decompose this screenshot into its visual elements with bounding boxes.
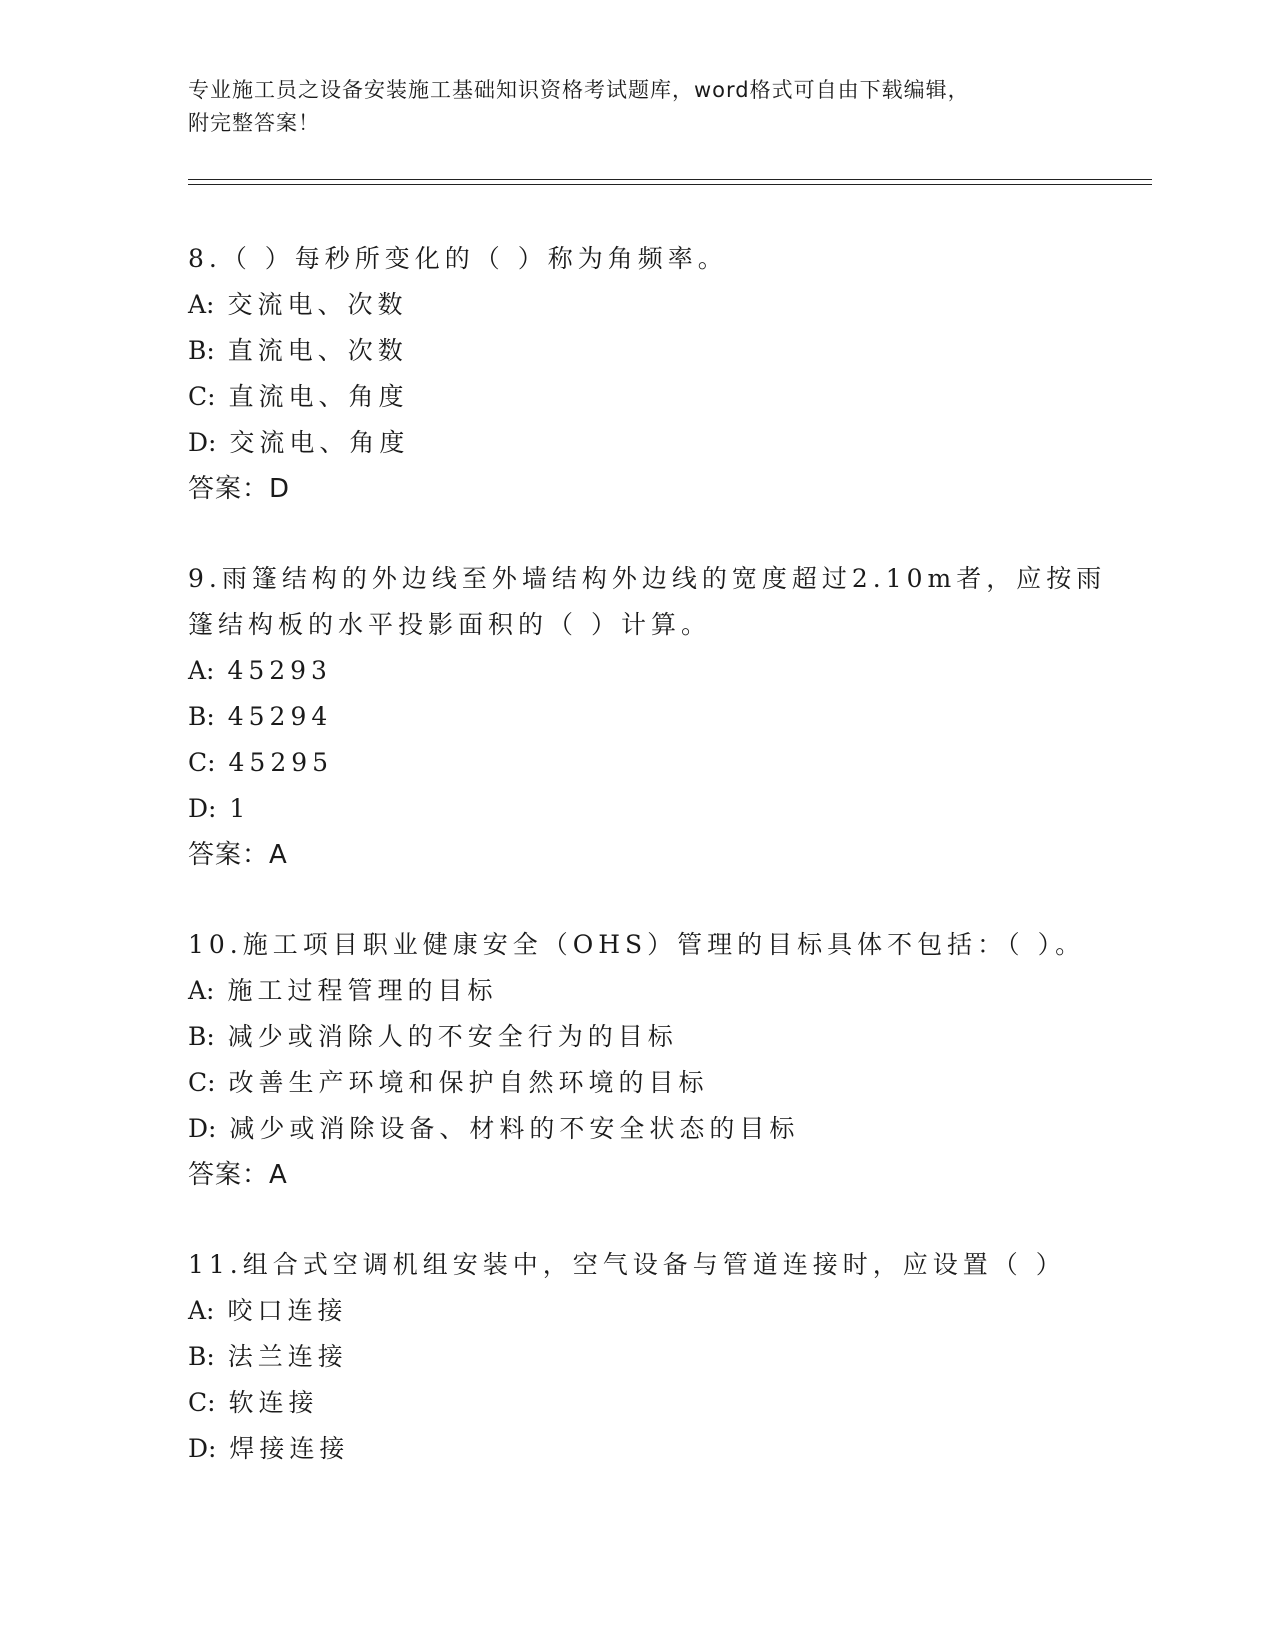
option-label: B: (188, 1342, 215, 1371)
question-stem: 9.雨篷结构的外边线至外墙结构外边线的宽度超过2.10m者，应按雨 (188, 564, 1107, 593)
answer-option (188, 282, 1108, 328)
option-label: C: (188, 1388, 216, 1417)
answer-option (188, 1060, 1108, 1106)
answer-option (188, 740, 1108, 786)
option-text: 改善生产环境和保护自然环境的目标 (228, 1068, 709, 1097)
option-text: 直流电、角度 (228, 382, 409, 411)
option-text: 焊接连接 (229, 1434, 350, 1463)
answer-option (188, 648, 1108, 694)
header-line-1: 专业施工员之设备安装施工基础知识资格考试题库，word格式可自由下载编辑， (188, 78, 970, 102)
answer-key: 答案：A (188, 840, 288, 870)
answer-option (188, 786, 1108, 832)
header-divider-bottom (188, 184, 1152, 185)
option-label: A: (188, 290, 215, 319)
answer-key: 答案：A (188, 1160, 288, 1190)
answer-option (188, 374, 1108, 420)
option-text: 交流电、角度 (229, 428, 410, 457)
option-label: A: (188, 976, 215, 1005)
option-text: 45293 (227, 656, 332, 685)
answer-option (188, 328, 1108, 374)
question-stem: 10.施工项目职业健康安全（OHS）管理的目标具体不包括：（ ）。 (188, 930, 1086, 959)
answer-option (188, 1014, 1108, 1060)
option-text: 45295 (228, 748, 334, 777)
option-label: C: (188, 748, 216, 777)
option-label: D: (188, 428, 217, 457)
option-label: C: (188, 1068, 216, 1097)
answer-option (188, 694, 1108, 740)
answer-option (188, 1288, 1108, 1334)
question-stem: 11.组合式空调机组安装中，空气设备与管道连接时，应设置（ ） (188, 1250, 1066, 1279)
option-label: D: (188, 794, 217, 823)
option-text: 直流电、次数 (227, 336, 408, 365)
question-1 (188, 236, 1108, 512)
option-label: D: (188, 1114, 217, 1143)
document-header (188, 74, 1068, 140)
question-2 (188, 556, 1108, 878)
option-label: D: (188, 1434, 217, 1463)
question-4 (188, 1242, 1108, 1472)
question-3 (188, 922, 1108, 1198)
answer-option (188, 1334, 1108, 1380)
option-label: B: (188, 1022, 215, 1051)
option-text: 1 (229, 794, 251, 823)
option-text: 交流电、次数 (227, 290, 408, 319)
option-label: A: (188, 656, 215, 685)
answer-option (188, 1380, 1108, 1426)
answer-key: 答案：D (188, 474, 291, 504)
option-text: 45294 (227, 702, 333, 731)
option-label: A: (188, 1296, 215, 1325)
answer-option (188, 1426, 1108, 1472)
option-text: 施工过程管理的目标 (227, 976, 498, 1005)
header-line-2: 附完整答案！ (188, 111, 320, 135)
question-stem: 篷结构板的水平投影面积的（ ）计算。 (188, 610, 711, 639)
question-list (188, 236, 1108, 1516)
option-text: 软连接 (228, 1388, 319, 1417)
option-text: 减少或消除人的不安全行为的目标 (227, 1022, 678, 1051)
question-stem: 8.（ ）每秒所变化的（ ）称为角频率。 (188, 244, 728, 273)
option-label: B: (188, 702, 215, 731)
answer-option (188, 420, 1108, 466)
header-divider-top (188, 179, 1152, 180)
option-label: C: (188, 382, 216, 411)
answer-option (188, 1106, 1108, 1152)
option-text: 法兰连接 (227, 1342, 348, 1371)
option-text: 咬口连接 (227, 1296, 348, 1325)
answer-option (188, 968, 1108, 1014)
option-text: 减少或消除设备、材料的不安全状态的目标 (229, 1114, 800, 1143)
option-label: B: (188, 336, 215, 365)
